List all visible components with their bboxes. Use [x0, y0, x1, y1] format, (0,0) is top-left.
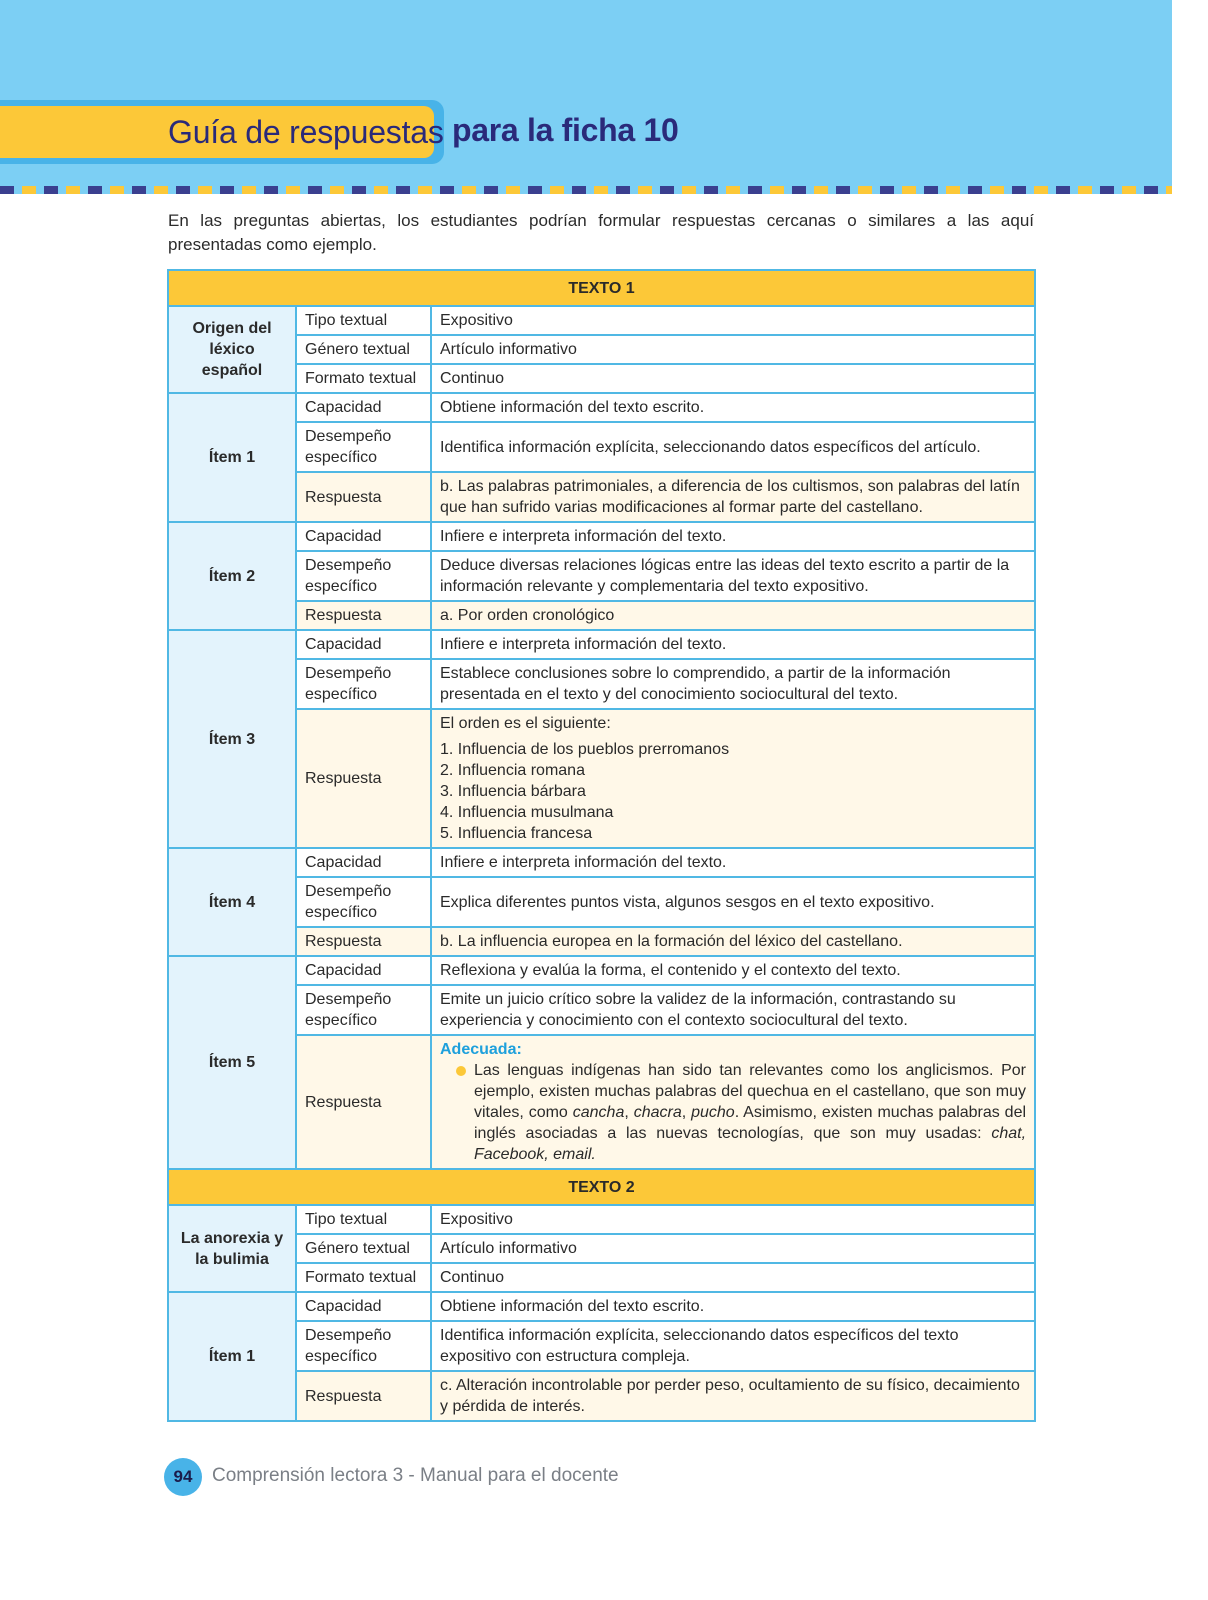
- row-label: Capacidad: [296, 1292, 431, 1321]
- desempeno-value: Establece conclusiones sobre lo comprendido, a partir de la información presentada en el texto y del conocimiento sociocultural del texto.: [431, 659, 1035, 709]
- row-value: Expositivo: [431, 1205, 1035, 1234]
- row-label: Tipo textual: [296, 306, 431, 335]
- section-heading-texto2: TEXTO 2: [168, 1169, 1035, 1205]
- desempeno-value: Identifica información explícita, seleccionando datos específicos del artículo.: [431, 422, 1035, 472]
- table-row: [168, 927, 1035, 956]
- respuesta-value: b. Las palabras patrimoniales, a diferencia de los cultismos, son palabras del latín que han sufrido varias modificaciones al formar parte del castellano.: [431, 472, 1035, 522]
- row-label: Género textual: [296, 335, 431, 364]
- page-number-badge: 94: [164, 1458, 202, 1496]
- row-value: Expositivo: [431, 306, 1035, 335]
- list-item: 3. Influencia bárbara: [440, 783, 586, 800]
- row-label: Capacidad: [296, 848, 431, 877]
- respuesta-value: b. La influencia europea en la formación del léxico del castellano.: [431, 927, 1035, 956]
- row-label: Género textual: [296, 1234, 431, 1263]
- answer-guide-table: [167, 269, 1036, 1422]
- example-word: pucho: [691, 1104, 735, 1121]
- page-title-part2: para la ficha 10: [452, 112, 679, 148]
- row-label: Respuesta: [296, 472, 431, 522]
- table-section-header: [168, 1169, 1035, 1205]
- desempeno-value: Explica diferentes puntos vista, algunos sesgos en el texto expositivo.: [431, 877, 1035, 927]
- dashed-divider: [0, 186, 1172, 194]
- capacidad-value: Infiere e interpreta información del texto.: [431, 522, 1035, 551]
- table-row: [168, 522, 1035, 551]
- row-value: Continuo: [431, 1263, 1035, 1292]
- respuesta-value: a. Por orden cronológico: [431, 601, 1035, 630]
- table-row: [168, 472, 1035, 522]
- capacidad-value: Infiere e interpreta información del texto.: [431, 848, 1035, 877]
- row-label: Desempeño específico: [296, 422, 431, 472]
- row-label: Desempeño específico: [296, 877, 431, 927]
- separator: ,: [681, 1104, 692, 1121]
- list-item: [440, 1060, 1026, 1165]
- separator: ,: [624, 1104, 634, 1121]
- row-label: Respuesta: [296, 709, 431, 848]
- respuesta-intro: El orden es el siguiente:: [440, 715, 611, 732]
- intro-paragraph: En las preguntas abiertas, los estudiantes podrían formular respuestas cercanas o similares a las aquí presentadas como ejemplo.: [168, 211, 1034, 254]
- table-row: [168, 630, 1035, 659]
- item-name-cell: Ítem 3: [168, 630, 296, 848]
- text-title-cell: Origen del léxico español: [168, 306, 296, 393]
- list-item: 5. Influencia francesa: [440, 825, 593, 842]
- table-row: [168, 306, 1035, 335]
- row-label: Respuesta: [296, 1035, 431, 1169]
- row-label: Formato textual: [296, 1263, 431, 1292]
- row-label: Formato textual: [296, 364, 431, 393]
- table-row: [168, 1292, 1035, 1321]
- table-row: [168, 1205, 1035, 1234]
- example-word: cancha: [572, 1104, 625, 1121]
- list-item: 4. Influencia musulmana: [440, 804, 614, 821]
- capacidad-value: Infiere e interpreta información del texto.: [431, 630, 1035, 659]
- table-row: [168, 422, 1035, 472]
- bullet-text-part: Las lenguas indígenas han sido tan relevantes como los anglicismos. Por ejemplo, existen muchas palabras del quechua en el castellano, que son muy vitales, como: [474, 1062, 1027, 1121]
- item-name-cell: Ítem 2: [168, 522, 296, 630]
- item-name-cell: Ítem 5: [168, 956, 296, 1169]
- item-name-cell: Ítem 1: [168, 1292, 296, 1421]
- row-label: Respuesta: [296, 601, 431, 630]
- table-section-header: [168, 270, 1035, 306]
- table-row: [168, 1371, 1035, 1421]
- table-row: [168, 659, 1035, 709]
- bullet-dot-icon: [456, 1066, 466, 1076]
- text-title-cell: La anorexia y la bulimia: [168, 1205, 296, 1292]
- row-label: Tipo textual: [296, 1205, 431, 1234]
- table-row: [168, 848, 1035, 877]
- capacidad-value: Obtiene información del texto escrito.: [431, 1292, 1035, 1321]
- table-row: [168, 985, 1035, 1035]
- respuesta-value: [431, 709, 1035, 848]
- table-row: [168, 1263, 1035, 1292]
- table-row: [168, 393, 1035, 422]
- desempeno-value: Deduce diversas relaciones lógicas entre las ideas del texto escrito a partir de la información relevante y complementaria del texto expositivo.: [431, 551, 1035, 601]
- table-row: [168, 551, 1035, 601]
- table-row: [168, 956, 1035, 985]
- list-item: 2. Influencia romana: [440, 762, 585, 779]
- row-label: Capacidad: [296, 393, 431, 422]
- desempeno-value: Identifica información explícita, seleccionando datos específicos del texto expositivo con estructura compleja.: [431, 1321, 1035, 1371]
- adecuada-label: Adecuada:: [440, 1041, 522, 1058]
- table-row: [168, 1321, 1035, 1371]
- row-value: Artículo informativo: [431, 1234, 1035, 1263]
- row-label: Respuesta: [296, 1371, 431, 1421]
- item-name-cell: Ítem 1: [168, 393, 296, 522]
- row-label: Desempeño específico: [296, 985, 431, 1035]
- capacidad-value: Reflexiona y evalúa la forma, el contenido y el contexto del texto.: [431, 956, 1035, 985]
- row-label: Desempeño específico: [296, 551, 431, 601]
- respuesta-list: [440, 739, 1026, 844]
- table-row: [168, 335, 1035, 364]
- row-label: Capacidad: [296, 630, 431, 659]
- page-title-part1: Guía de respuestas: [168, 114, 444, 150]
- row-label: Desempeño específico: [296, 659, 431, 709]
- table-row: [168, 364, 1035, 393]
- bullet-text: [474, 1060, 1026, 1165]
- row-label: Capacidad: [296, 956, 431, 985]
- example-word: chat, Facebook, email.: [474, 1125, 1027, 1163]
- item-name-cell: Ítem 4: [168, 848, 296, 956]
- bullet-text-part: . Asimismo, existen muchas palabras del inglés asociadas a las nuevas tecnologías, que son muy usadas:: [474, 1104, 1027, 1142]
- table-row: [168, 877, 1035, 927]
- example-word: chacra: [633, 1104, 682, 1121]
- respuesta-value: c. Alteración incontrolable por perder peso, ocultamiento de su físico, decaimiento y pérdida de interés.: [431, 1371, 1035, 1421]
- desempeno-value: Emite un juicio crítico sobre la validez de la información, contrastando su experiencia y conocimiento con el contexto sociocultural del texto.: [431, 985, 1035, 1035]
- section-heading-texto1: TEXTO 1: [168, 270, 1035, 306]
- row-label: Capacidad: [296, 522, 431, 551]
- respuesta-value: [431, 1035, 1035, 1169]
- table-row: [168, 1035, 1035, 1169]
- row-value: Artículo informativo: [431, 335, 1035, 364]
- table-row: [168, 709, 1035, 848]
- list-item: 1. Influencia de los pueblos prerromanos: [440, 741, 730, 758]
- row-label: Desempeño específico: [296, 1321, 431, 1371]
- row-value: Continuo: [431, 364, 1035, 393]
- footer-book-title: Comprensión lectora 3 - Manual para el docente: [212, 1465, 619, 1486]
- row-label: Respuesta: [296, 927, 431, 956]
- capacidad-value: Obtiene información del texto escrito.: [431, 393, 1035, 422]
- table-row: [168, 1234, 1035, 1263]
- table-row: [168, 601, 1035, 630]
